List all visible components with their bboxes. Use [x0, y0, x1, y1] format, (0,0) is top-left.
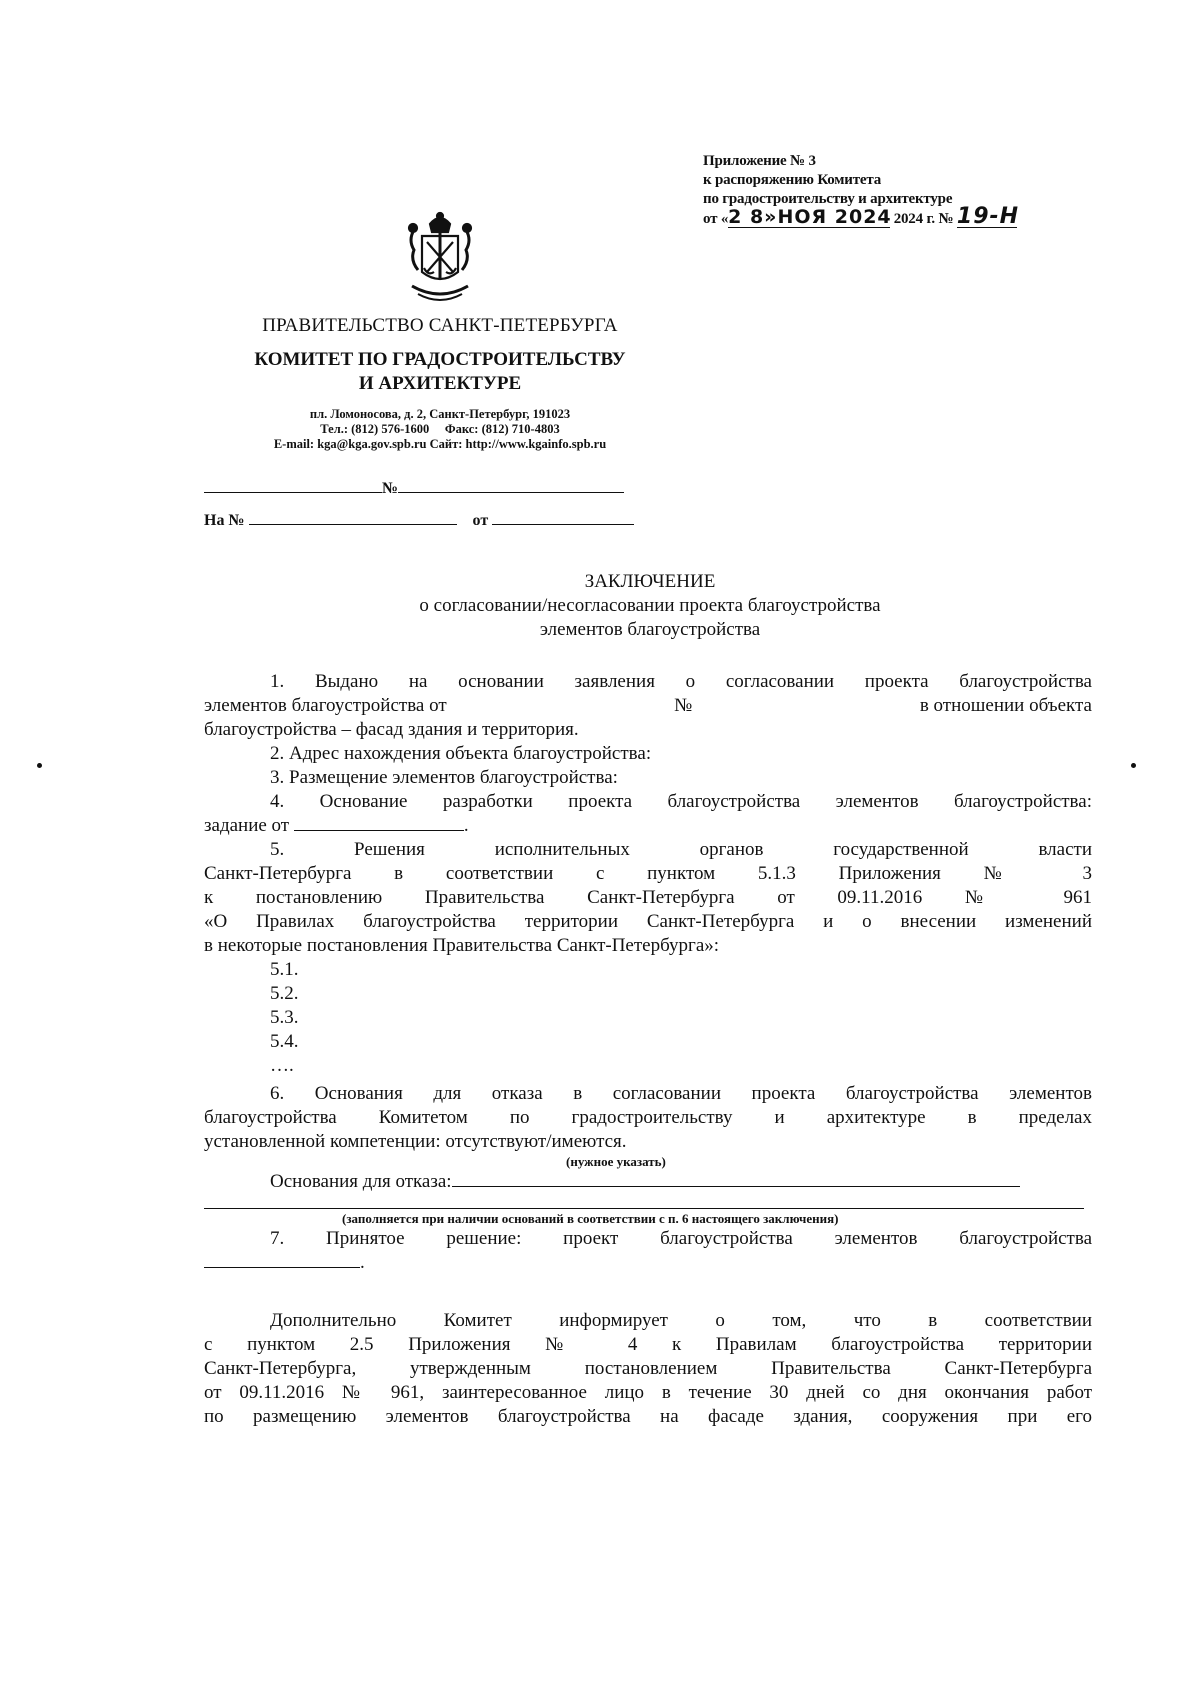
item-1-line-2 — [204, 694, 1092, 718]
refusal-label: Основания для отказа: — [270, 1171, 452, 1192]
appendix-number: 19-Н — [956, 204, 1020, 229]
item-5-sublist — [204, 958, 1092, 1078]
item-5-line-1: 5. Решения исполнительных органов государственной власти — [270, 839, 1092, 860]
appendix-date-row — [703, 204, 1020, 229]
registration-number-line — [398, 478, 624, 493]
registration-on-number: На № — [204, 512, 245, 529]
item-1-line-1: 1. Выдано на основании заявления о согласовании проекта благоустройства — [270, 671, 1092, 692]
item-4-line-1: 4. Основание разработки проекта благоустройства элементов благоустройства: — [270, 791, 1092, 812]
committee-address: пл. Ломоносова, д. 2, Санкт-Петербург, 191023 — [309, 407, 571, 421]
document-body — [204, 670, 1092, 1429]
committee-phone-fax — [200, 422, 680, 437]
committee-line2: И АРХИТЕКТУРЕ — [358, 373, 522, 394]
item-5-line-3: к постановлению Правительства Санкт-Петербурга от 09.11.2016 № 961 — [204, 887, 1092, 908]
item-1-line-3: благоустройства – фасад здания и территория. — [204, 719, 579, 740]
refusal-line-2 — [204, 1194, 1084, 1209]
sublist-item: 5.2. — [270, 983, 299, 1004]
appendix-date-prefix: от « — [703, 211, 729, 227]
item-2: 2. Адрес нахождения объекта благоустройства: — [270, 743, 652, 764]
committee-contacts — [200, 407, 680, 452]
item-4-line-2: задание от . — [204, 815, 469, 836]
item-7-decision-line — [204, 1253, 360, 1268]
committee-phone: Тел.: (812) 576-1600 — [320, 422, 430, 436]
appendix-block — [703, 152, 1020, 229]
committee-fax: Факс: (812) 710-4803 — [444, 422, 560, 436]
refusal-note: (заполняется при наличии оснований в соответствии с п. 6 настоящего заключения) — [342, 1211, 839, 1226]
extra-line-2: с пунктом 2.5 Приложения № 4 к Правилам благоустройства территории — [204, 1334, 1092, 1355]
item-7: 7. Принятое решение: проект благоустройства элементов благоустройства — [270, 1228, 1092, 1249]
item-5-line-5: в некоторые постановления Правительства Санкт-Петербурга»: — [204, 935, 720, 956]
item-6-line-3: установленной компетенции: отсутствуют/имеются. — [204, 1131, 627, 1152]
item-1-from: элементов благоустройства от — [204, 695, 447, 716]
extra-line-3: Санкт-Петербурга, утвержденным постановлением Правительства Санкт-Петербурга — [204, 1358, 1092, 1379]
coat-of-arms-emblem — [400, 210, 480, 310]
sublist-item: …. — [270, 1055, 294, 1076]
appendix-line1: Приложение № 3 — [703, 153, 816, 169]
item-5-line-2: Санкт-Петербурга в соответствии с пунктом 5.1.3 Приложения № 3 — [204, 863, 1092, 884]
item-5-line-4: «О Правилах благоустройства территории Санкт-Петербурга и о внесении изменений — [204, 911, 1092, 932]
item-3: 3. Размещение элементов благоустройства: — [270, 767, 618, 788]
government-title: ПРАВИТЕЛЬСТВО САНКТ-ПЕТЕРБУРГА — [262, 315, 618, 336]
item-6-note: (нужное указать) — [566, 1154, 666, 1169]
registration-from-line — [492, 510, 634, 525]
scan-mark-left — [37, 763, 42, 768]
committee-title — [200, 348, 680, 396]
document-heading: ЗАКЛЮЧЕНИЕ — [584, 571, 716, 592]
registration-row-1 — [204, 478, 624, 498]
extra-line-4: от 09.11.2016 № 961, заинтересованное лицо в течение 30 дней со дня окончания работ — [204, 1382, 1092, 1403]
registration-date-line — [204, 478, 382, 493]
scan-mark-right — [1131, 763, 1136, 768]
document-title — [220, 570, 1080, 642]
committee-line1: КОМИТЕТ ПО ГРАДОСТРОИТЕЛЬСТВУ — [254, 349, 626, 370]
appendix-line2: к распоряжению Комитета — [703, 172, 882, 188]
appendix-date-stamp: 2 8»НОЯ 2024 — [728, 206, 892, 228]
sublist-item: 5.3. — [270, 1007, 299, 1028]
refusal-row — [204, 1170, 1092, 1194]
item-4-task-line — [294, 816, 464, 831]
registration-from: от — [472, 512, 489, 529]
appendix-line3: по градостроительству и архитектуре — [703, 191, 953, 207]
refusal-line — [452, 1172, 1020, 1187]
item-1-number-sign: № — [674, 695, 693, 716]
extra-line-5: по размещению элементов благоустройства на фасаде здания, сооружения при его — [204, 1406, 1092, 1427]
item-6-line-2: благоустройства Комитетом по градостроительству и архитектуре в пределах — [204, 1107, 1092, 1128]
extra-line-1: Дополнительно Комитет информирует о том, что в соответствии — [270, 1310, 1092, 1331]
registration-row-2 — [204, 510, 634, 530]
sublist-item: 5.4. — [270, 1031, 299, 1052]
item-4-task: задание от — [204, 815, 290, 836]
registration-on-number-line — [249, 510, 457, 525]
item-7-line: . — [204, 1251, 1092, 1275]
document-subtitle-2: элементов благоустройства — [539, 619, 761, 640]
appendix-year-suffix: 2024 г. № — [893, 211, 954, 227]
document-subtitle-1: о согласовании/несогласовании проекта благоустройства — [419, 595, 881, 616]
committee-email-site: E-mail: kga@kga.gov.spb.ru Сайт: http://www.kgainfo.spb.ru — [273, 437, 607, 451]
item-6-line-1: 6. Основания для отказа в согласовании проекта благоустройства элементов — [270, 1083, 1092, 1104]
sublist-item: 5.1. — [270, 959, 299, 980]
item-1-object: в отношении объекта — [919, 695, 1092, 716]
registration-number-sign: № — [382, 480, 399, 497]
